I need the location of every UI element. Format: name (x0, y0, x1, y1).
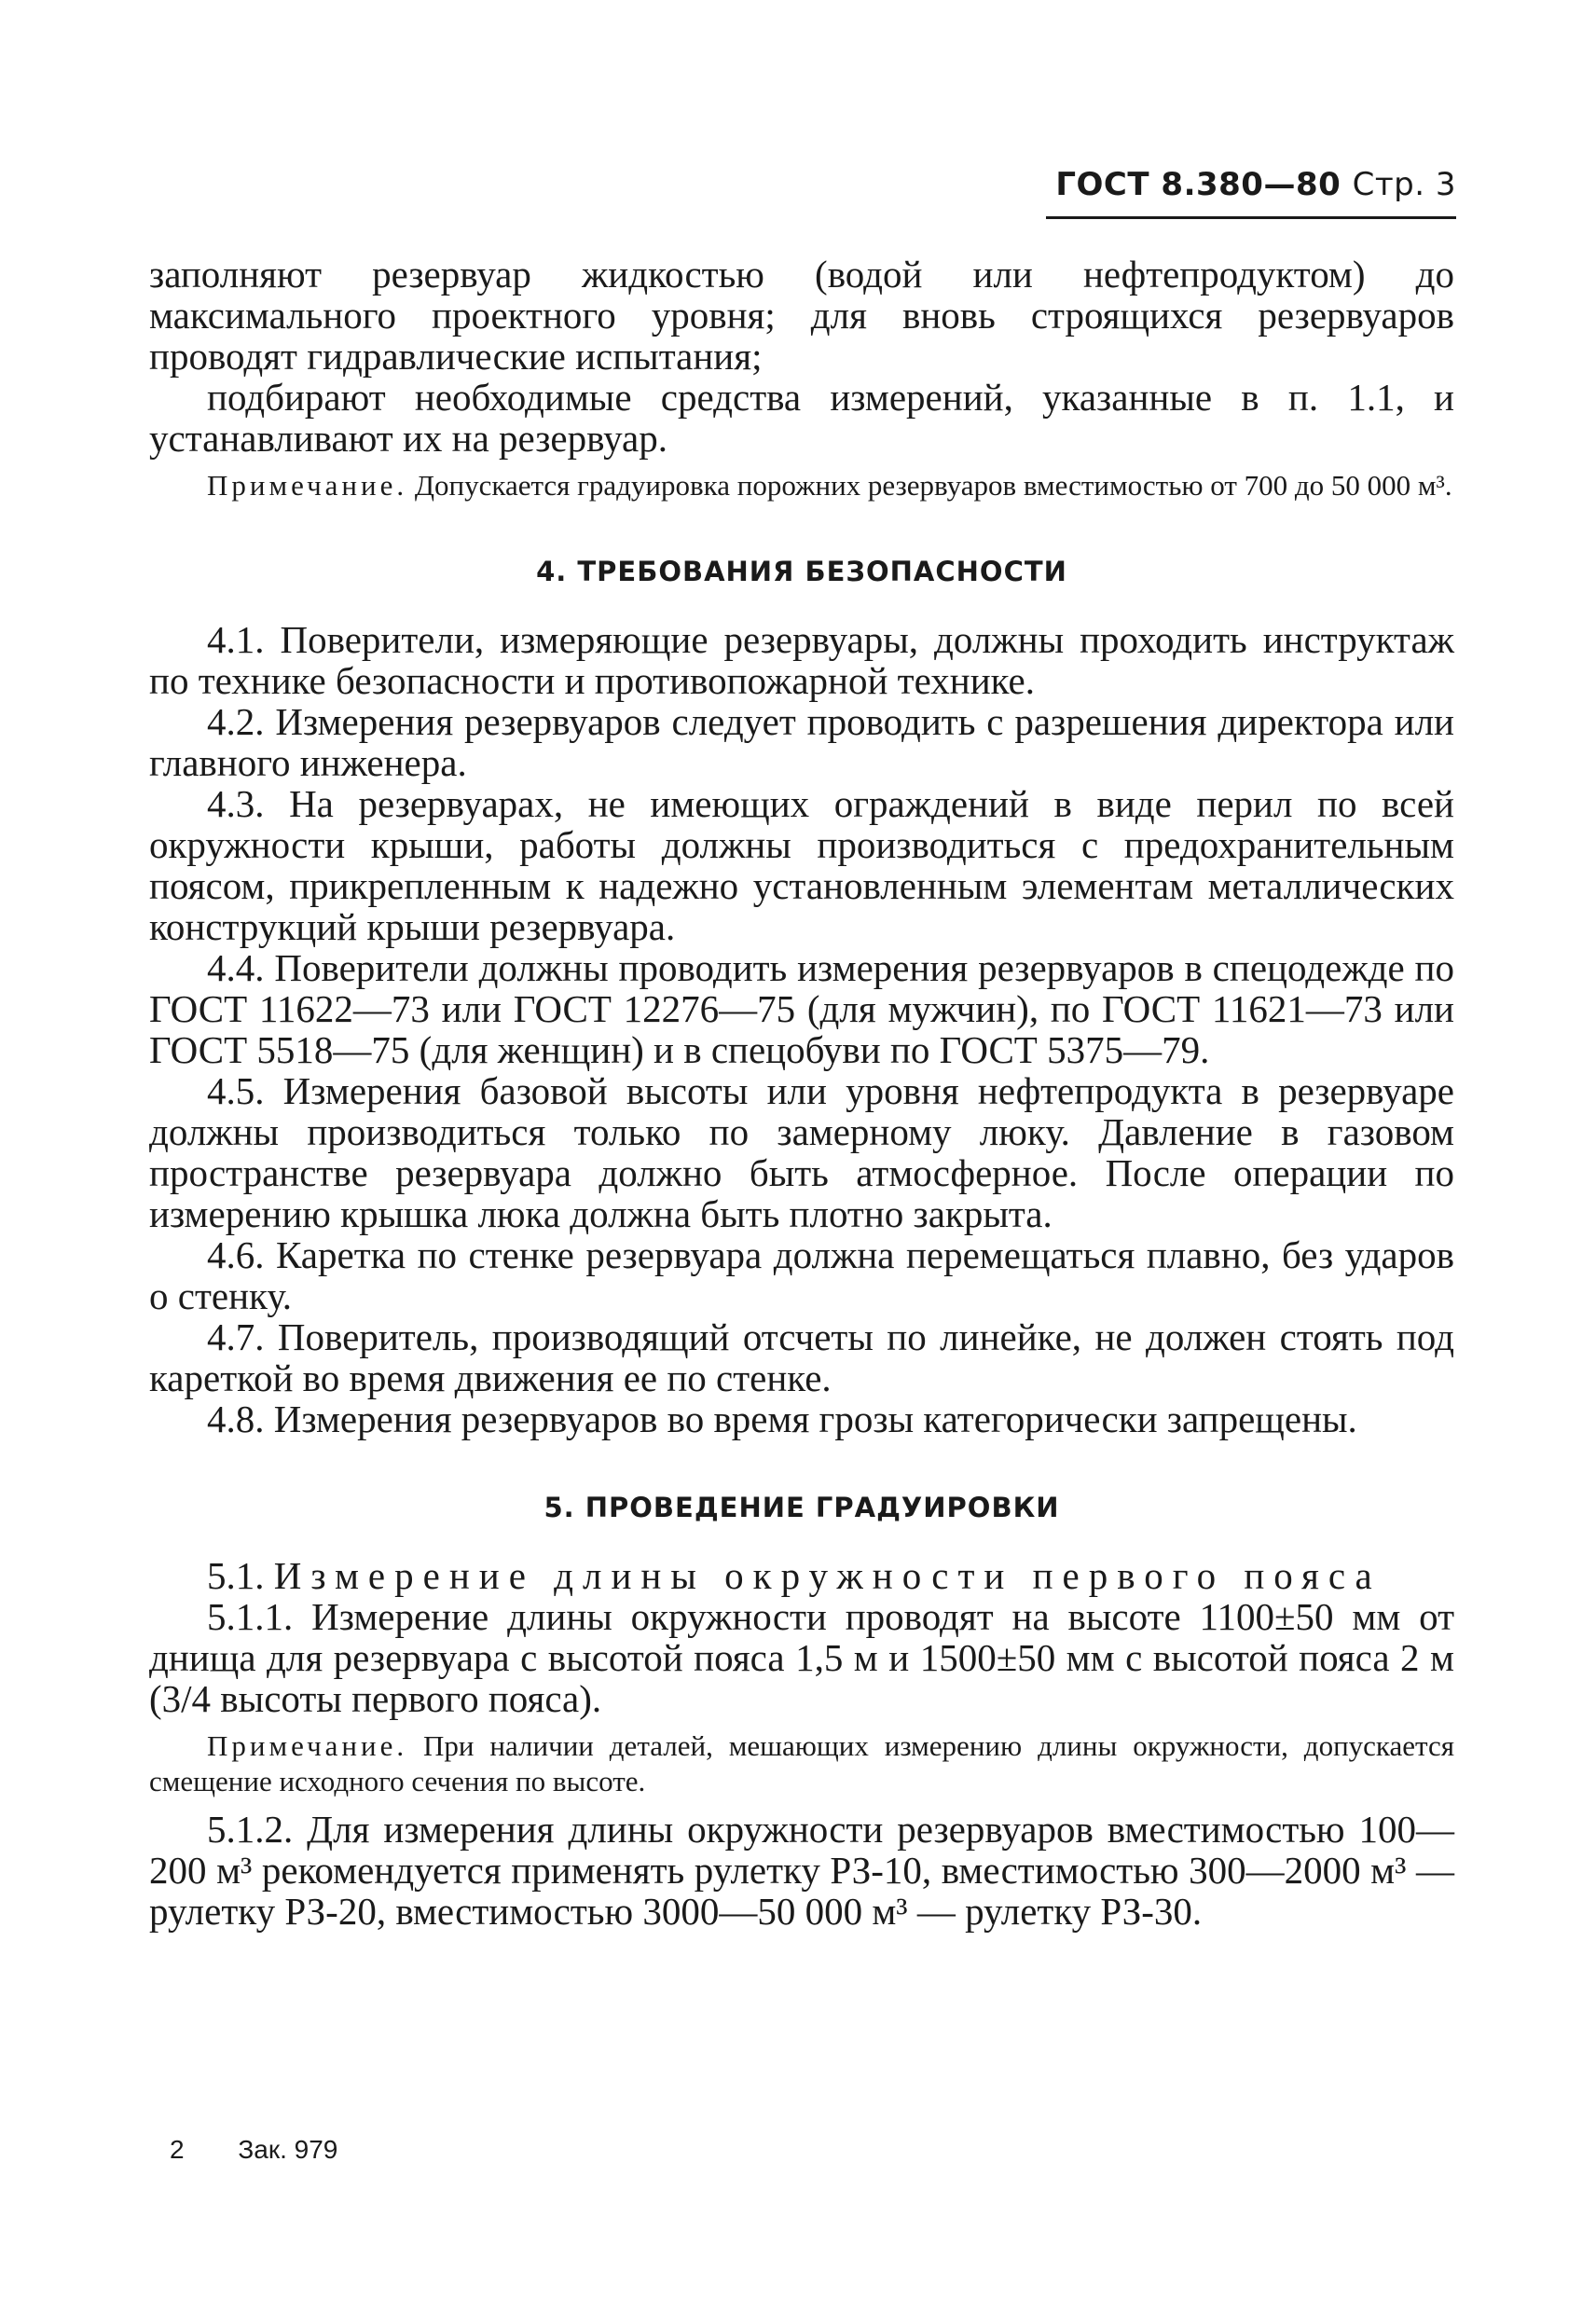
item-5-1-1: 5.1.1. Измерение длины окружности проводят на высоте 1100±50 мм от днища для резервуара с высотой пояса 1,5 м и 1500±50 мм с высотой пояса 2 м (3/4 высоты первого пояса). (149, 1595, 1454, 1720)
note-empty-tanks (149, 468, 1454, 503)
item-4-4: 4.4. Поверители должны проводить измерения резервуаров в спецодежде по ГОСТ 11622—73 или ГОСТ 12276—75 (для мужчин), по ГОСТ 11621—73 или ГОСТ 5518—75 (для женщин) и в спецобуви по ГОСТ 5375—79. (149, 946, 1454, 1071)
document-body (149, 254, 1454, 1932)
page-header (1055, 166, 1456, 203)
note-text: При наличии деталей, мешающих измерению длины окружности, допускается смещение исходного сечения по высоте. (149, 1729, 1454, 1797)
item-4-3: 4.3. На резервуарах, не имеющих ограждений в виде перил по всей окружности крыши, работы должны производиться с предохранительным поясом, прикрепленным к надежно установленным элементам металлических конструкций крыши резервуара. (149, 782, 1454, 948)
paragraph-instruments: подбирают необходимые средства измерений, указанные в п. 1.1, и устанавливают их на резервуар. (149, 376, 1454, 460)
item-4-2: 4.2. Измерения резервуаров следует проводить с разрешения директора или главного инженера. (149, 700, 1454, 784)
subsection-number: 5.1. (207, 1554, 265, 1597)
subsection-title: Измерение длины окружности первого пояса (273, 1554, 1382, 1597)
item-4-5: 4.5. Измерения базовой высоты или уровня нефтепродукта в резервуаре должны производиться только по замерному люку. Давление в газовом пространстве резервуара должно быть атмосферное. После операции по измерению крышка люка должна быть плотно закрыта. (149, 1069, 1454, 1235)
note-label: Примечание. (207, 469, 408, 502)
document-code: ГОСТ 8.380—80 (1055, 166, 1341, 203)
item-4-7: 4.7. Поверитель, производящий отсчеты по линейке, не должен стоять под кареткой во время движения ее по стенке. (149, 1315, 1454, 1399)
item-4-1: 4.1. Поверители, измеряющие резервуары, должны проходить инструктаж по технике безопасности и противопожарной технике. (149, 618, 1454, 702)
item-5-1-2: 5.1.2. Для измерения длины окружности резервуаров вместимостью 100—200 м³ рекомендуется применять рулетку РЗ-10, вместимостью 300—2000 м³ — рулетку РЗ-20, вместимостью 3000—50 000 м³ — рулетку РЗ-30. (149, 1808, 1454, 1933)
item-4-8: 4.8. Измерения резервуаров во время грозы категорически запрещены. (207, 1397, 1357, 1440)
paragraph-continuation: заполняют резервуар жидкостью (водой или нефтепродуктом) до максимального проектного уровня; для вновь строящихся резервуаров проводят гидравлические испытания; (149, 253, 1454, 378)
note-circumference (149, 1728, 1454, 1799)
page-number: Стр. 3 (1352, 166, 1456, 203)
page-footer (170, 2135, 337, 2165)
footer-signature-number: 2 (170, 2135, 185, 2164)
subsection-5-1-heading (149, 1555, 1454, 1596)
section-4-title: 4. ТРЕБОВАНИЯ БЕЗОПАСНОСТИ (536, 556, 1067, 587)
header-rule (1046, 216, 1456, 219)
section-5-title: 5. ПРОВЕДЕНИЕ ГРАДУИРОВКИ (543, 1492, 1060, 1523)
note-text: Допускается градуировка порожних резервуаров вместимостью от 700 до 50 000 м³. (407, 469, 1452, 502)
footer-order-number: Зак. 979 (238, 2135, 338, 2164)
note-label: Примечание. (207, 1729, 408, 1762)
item-4-6: 4.6. Каретка по стенке резервуара должна перемещаться плавно, без ударов о стенку. (149, 1233, 1454, 1317)
